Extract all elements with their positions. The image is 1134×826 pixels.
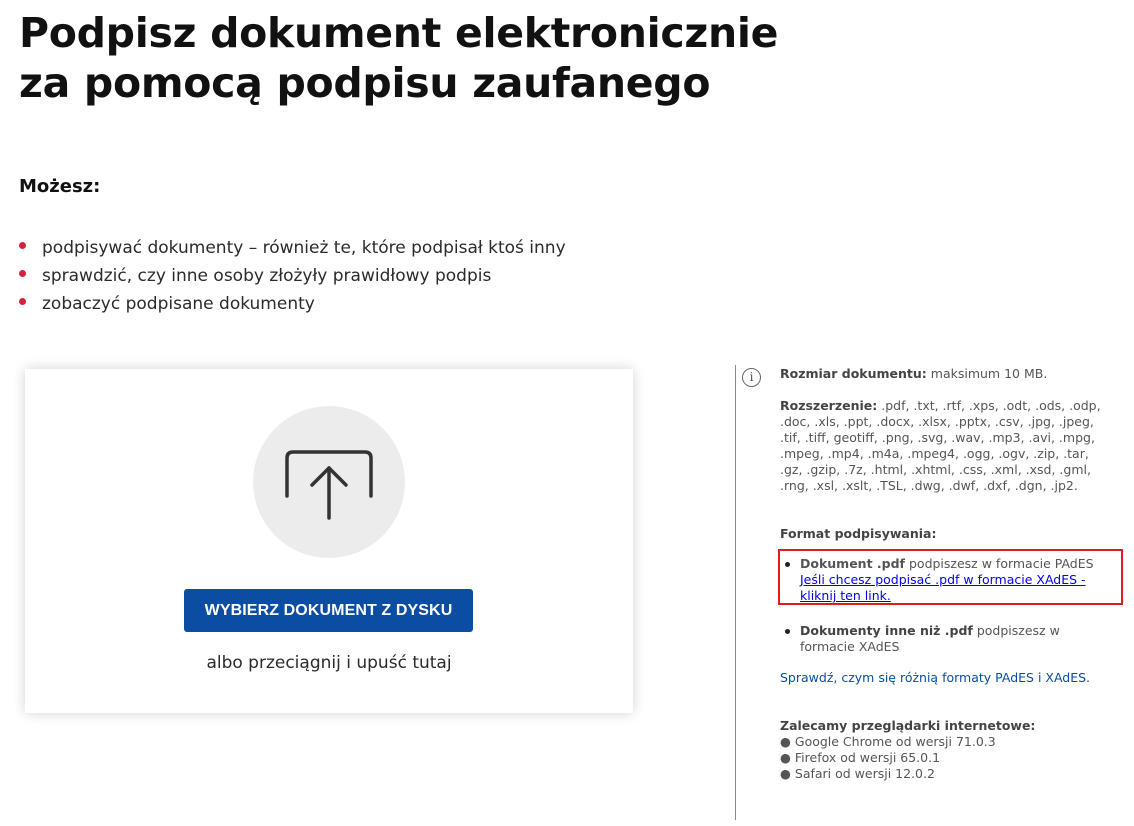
browser-item: ● Safari od wersji 12.0.2 [780,766,935,781]
format-heading: Format podpisywania: [780,526,937,541]
bullet-dot-icon [19,298,26,305]
other-label: Dokumenty inne niż .pdf [800,623,973,638]
upload-icon-circle [253,406,405,558]
list-item: podpisywać dokumenty – również te, które podpisał ktoś inny [19,234,566,262]
list-item: sprawdzić, czy inne osoby złożyły prawidłowy podpis [19,262,566,290]
compare-formats-link[interactable]: Sprawdź, czym się różnią formaty PAdES i XAdES. [780,670,1091,685]
size-info [780,366,1125,382]
vertical-divider [735,365,736,820]
size-label: Rozmiar dokumentu: [780,366,927,381]
browsers-info [780,718,1125,782]
drop-hint: albo przeciągnij i upuść tutaj [206,653,452,673]
pdf-label: Dokument .pdf [800,556,905,571]
capabilities-heading: Możesz: [19,176,101,197]
other-format-info [780,623,1090,655]
page-title-line-1: Podpisz dokument elektronicznie [19,9,779,57]
other-text: podpiszesz w formacie XAdES [800,623,1060,654]
pdf-format-highlight [778,549,1123,605]
list-item: zobaczyć podpisane dokumenty [19,290,566,318]
browser-item: ● Google Chrome od wersji 71.0.3 [780,734,996,749]
size-value: maksimum 10 MB. [930,366,1048,381]
extensions-label: Rozszerzenie: [780,398,878,413]
extensions-info [780,398,1105,494]
page-title [19,8,778,108]
choose-file-button[interactable]: WYBIERZ DOKUMENT Z DYSKU [184,589,473,632]
browser-item: ● Firefox od wersji 65.0.1 [780,750,941,765]
page-title-line-2: za pomocą podpisu zaufanego [19,59,711,107]
list-item [780,623,1090,655]
bullet-dot-icon [785,562,790,567]
capabilities-list [19,234,566,318]
bullet-dot-icon [19,242,26,249]
pdf-text: podpiszesz w formacie PAdES [908,556,1094,571]
upload-icon [283,448,375,524]
bullet-dot-icon [785,629,790,634]
info-icon: i [742,368,761,387]
browsers-heading: Zalecamy przeglądarki internetowe: [780,718,1036,733]
upload-dropzone[interactable] [25,369,633,713]
bullet-dot-icon [19,270,26,277]
compare-formats [780,670,1125,686]
list-item [780,556,1115,604]
extensions-value: .pdf, .txt, .rtf, .xps, .odt, .ods, .odp, .doc, .xls, .ppt, .docx, .xlsx, .pptx, .csv, .jpg, .jpeg, .tif, .tiff, geotiff, .png, .svg, .wav, .mp3, .avi, .mpg, .mpeg, .mp4, .m4a, .mpeg4, .ogg, .ogv, .zip, .tar, .gz, .gzip, .7z, .html, .xhtml, .css, .xml, .xsd, .gml, .rng, .xsl, .xslt, .TSL, .dwg, .dwf, .dxf, .dgn, .jp2. [780,398,1101,493]
xades-pdf-link[interactable]: Jeśli chcesz podpisać .pdf w formacie XAdES - kliknij ten link. [800,572,1086,603]
